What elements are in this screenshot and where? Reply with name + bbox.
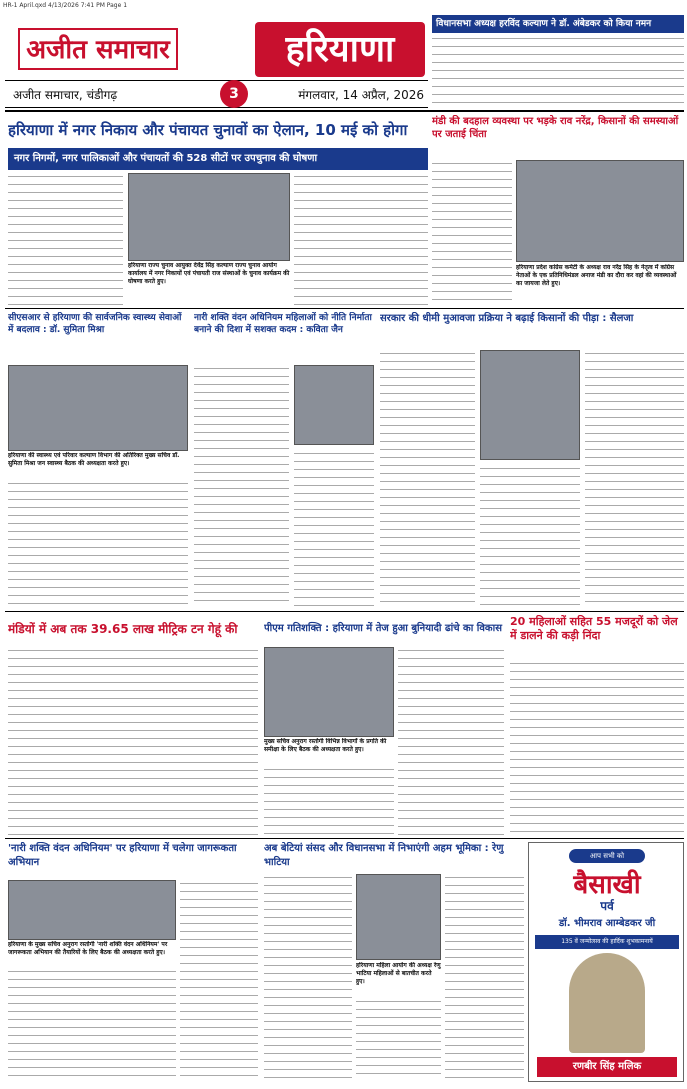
lead-subheadline: नगर निगमों, नगर पालिकाओं और पंचायतों की 528 सीटों पर उपचुनाव की घोषणा	[8, 148, 428, 170]
jail-headline: 20 महिलाओं सहित 55 मजदूरों को जेल में डालने की कड़ी निंदा	[510, 615, 678, 642]
lead-body-col3	[294, 173, 428, 306]
page-number-badge: 3	[220, 80, 248, 108]
jail-body	[510, 660, 684, 835]
lead-caption: हरियाणा राज्य चुनाव आयुक्त देवेंद्र सिंह कल्याण राज्य चुनाव आयोग कार्यालय में नगर निकायों एवं पंचायती राज संस्थाओं के चुनाव कार्यक्रम की घोषणा करते हुए।	[128, 262, 290, 285]
top-right-body	[432, 35, 684, 107]
women-headline: नारी शक्ति वंदन अधिनियम महिलाओं को नीति निर्माता बनाने की दिशा में सशक्त कदम : कविता जैन	[194, 313, 372, 335]
ad-sub: 135 वें जन्मोत्सव की हार्दिक शुभकामनायें	[535, 935, 679, 949]
divider	[5, 838, 684, 839]
lead-photo	[128, 173, 290, 261]
nari-photo	[8, 880, 176, 940]
ad-top-label: आप सभी को	[569, 849, 645, 863]
daughters-body-col2	[356, 998, 441, 1080]
ad-festival: बैसाखी	[573, 870, 641, 900]
farmer-photo	[480, 350, 580, 460]
daughters-headline: अब बेटियां संसद और विधानसभा में निभाएंगी अहम भूमिका : रेणु भाटिया	[264, 843, 504, 868]
masthead-logo-right: हरियाणा	[255, 22, 425, 77]
daughters-caption: हरियाणा महिला आयोग की अध्यक्ष रेणु भाटिया महिलाओं से बातचीत करते हुए।	[356, 962, 441, 985]
top-right-headline: विधानसभा अध्यक्ष हरविंद कल्याण ने डॉ. अंबेडकर को किया नमन	[432, 15, 684, 33]
women-body-col1	[194, 365, 289, 608]
daughters-body-col3	[445, 874, 524, 1080]
ad-portrait	[569, 953, 645, 1053]
date-label: मंगलवार, 14 अप्रैल, 2026	[298, 88, 424, 102]
ad-parv: पर्व	[600, 899, 614, 913]
farmer-body-col2	[480, 465, 580, 608]
wheat-headline: मंडियों में अब तक 39.65 लाख मीट्रिक टन गेहूं की	[8, 622, 238, 636]
women-photo	[294, 365, 374, 445]
nari-body-col2	[180, 880, 258, 1080]
right-caption: हरियाणा प्रदेश कांग्रेस कमेटी के अध्यक्ष राव नरेंद्र सिंह के नेतृत्व में कांग्रेस नेताओं के एक प्रतिनिधिमंडल अनाज मंडी का दौरा कर वहां की व्यवस्थाओं का जायजा लेते हुए।	[516, 264, 677, 287]
edition-bar	[5, 80, 428, 108]
farmer-body-col1	[380, 350, 475, 608]
right-body-col1	[432, 160, 512, 306]
pm-body-col2	[264, 766, 394, 835]
lead-body-col1	[8, 173, 123, 306]
ad-signer: रणबीर सिंह मलिक	[537, 1057, 677, 1077]
health-headline: सीएसआर से हरियाणा की सार्वजनिक स्वास्थ्य सेवाओं में बदलाव : डॉ. सुमिता मिश्रा	[8, 313, 182, 335]
daughters-photo	[356, 874, 441, 960]
divider	[5, 611, 684, 612]
health-caption: हरियाणा की स्वास्थ्य एवं परिवार कल्याण विभाग की अतिरिक्त मुख्य सचिव डॉ. सुमिता मिश्रा जन स्वास्थ्य बैठक की अध्यक्षता करते हुए।	[8, 452, 180, 467]
masthead-logo-left: अजीत समाचार	[18, 28, 178, 70]
farmer-body-col3	[585, 350, 684, 608]
nari-headline: 'नारी शक्ति वंदन अधिनियम' पर हरियाणा में चलेगा जागरूकता अभियान	[8, 843, 237, 868]
nari-caption: हरियाणा के मुख्य सचिव अनुराग रस्तोगी 'नारी शक्ति वंदन अधिनियम' पर जागरूकता अभियान की तैयारियों के लिए बैठक की अध्यक्षता करते हुए।	[8, 941, 168, 956]
wheat-body	[8, 647, 258, 835]
daughters-body-col1	[264, 874, 352, 1080]
right-photo	[516, 160, 684, 262]
edition-label: अजीत समाचार, चंडीगढ़	[13, 88, 118, 102]
women-body-col2	[294, 450, 374, 608]
divider	[5, 110, 684, 112]
health-body	[8, 480, 188, 608]
lead-headline: हरियाणा में नगर निकाय और पंचायत चुनावों का ऐलान, 10 मई को होगा	[8, 121, 408, 139]
pm-headline: पीएम गतिशक्ति : हरियाणा में तेज हुआ बुनियादी ढांचे का विकास	[264, 623, 502, 634]
file-slug: HR-1 April.qxd 4/13/2026 7:41 PM Page 1	[0, 0, 687, 12]
pm-caption: मुख्य सचिव अनुराग रस्तोगी विभिन्न विभागों के प्रगति की समीक्षा के लिए बैठक की अध्यक्षता करते हुए।	[264, 738, 387, 753]
ad-name: डॉ. भीमराव आम्बेडकर जी	[558, 918, 656, 929]
baisakhi-ad	[528, 842, 684, 1082]
divider	[5, 308, 684, 309]
health-photo	[8, 365, 188, 451]
pm-photo	[264, 647, 394, 737]
pm-body	[398, 647, 504, 835]
farmer-headline: सरकार की धीमी मुआवजा प्रक्रिया ने बढ़ाई किसानों की पीड़ा : सैलजा	[380, 313, 634, 324]
right-headline: मंडी की बदहाल व्यवस्था पर भड़के राव नरेंद्र, किसानों की समस्याओं पर जताई चिंता	[432, 116, 679, 140]
nari-body	[8, 968, 176, 1080]
